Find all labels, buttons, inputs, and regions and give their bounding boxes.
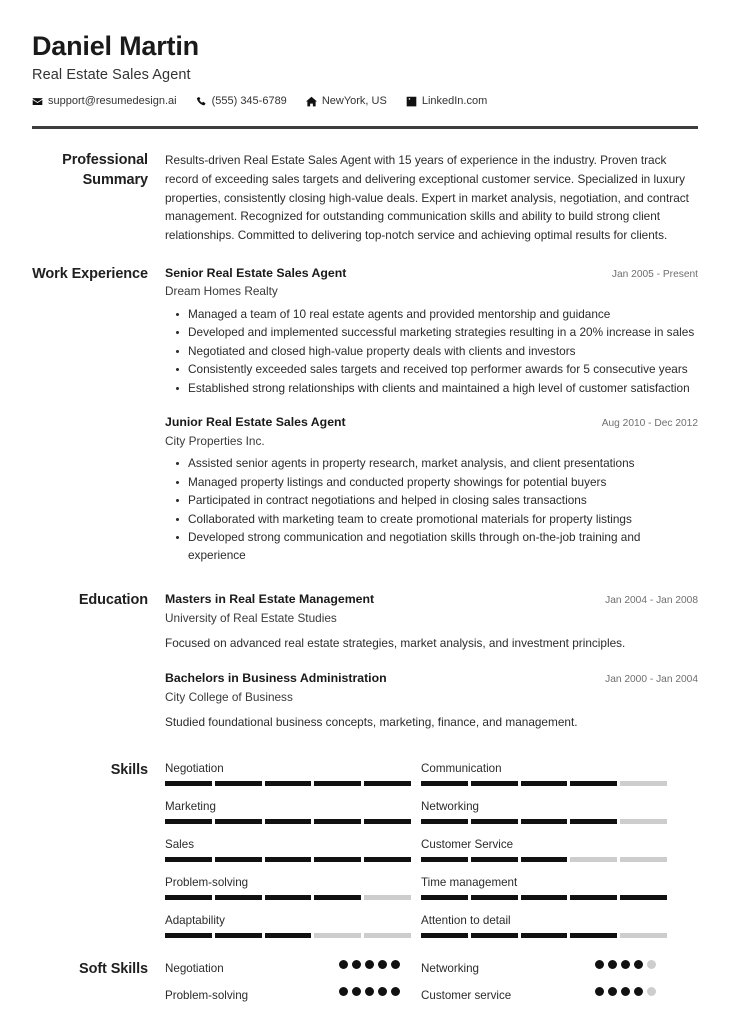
skill-level-segment <box>471 781 518 786</box>
skill-level-segment <box>521 857 568 862</box>
skill-level-segment <box>165 933 212 938</box>
work-entry-head <box>165 265 698 282</box>
skill-level-segment <box>570 895 617 900</box>
rating-dot <box>378 960 387 969</box>
skill-level-segment <box>570 781 617 786</box>
skill-level-segment <box>314 895 361 900</box>
skill-level-segment <box>521 933 568 938</box>
soft-skill-rating <box>595 987 657 996</box>
header-divider <box>32 126 698 129</box>
skill-level-segment <box>570 819 617 824</box>
skill-level-segment <box>364 857 411 862</box>
rating-dot <box>365 960 374 969</box>
skill-level-segment <box>265 781 312 786</box>
skill-name: Time management <box>421 876 518 890</box>
skill-level-segment <box>620 819 667 824</box>
list-item: Collaborated with marketing team to create promotional materials for property listings <box>188 511 698 528</box>
skill-level-segment <box>364 933 411 938</box>
skill-level-segment <box>215 819 262 824</box>
rating-dot <box>595 960 604 969</box>
skill-level-segment <box>165 895 212 900</box>
work-entry <box>165 265 698 398</box>
education-entry-title: Bachelors in Business Administration <box>165 671 387 686</box>
contact-location[interactable] <box>306 95 387 107</box>
soft-skill-name: Networking <box>421 962 479 976</box>
section-label-summary: Professional Summary <box>62 152 148 188</box>
skill-name: Communication <box>421 762 502 775</box>
skill-level-segment <box>165 857 212 862</box>
rating-dot <box>621 987 630 996</box>
work-entry-title: Junior Real Estate Sales Agent <box>165 415 346 430</box>
skill-level-segment <box>364 895 411 900</box>
skill-name: Marketing <box>165 800 216 814</box>
skill-level-bar <box>421 781 667 786</box>
skill-name: Negotiation <box>165 762 224 775</box>
skill-level-segment <box>215 857 262 862</box>
list-item: Managed property listings and conducted property showings for potential buyers <box>188 474 698 491</box>
rating-dot <box>647 960 656 969</box>
work-entry-organization: City Properties Inc. <box>165 433 265 448</box>
soft-skill-rating <box>339 987 401 996</box>
list-item: Managed a team of 10 real estate agents and provided mentorship and guidance <box>188 306 698 323</box>
rating-dot <box>391 960 400 969</box>
rating-dot <box>352 960 361 969</box>
skill-item <box>421 875 677 900</box>
skill-level-segment <box>570 933 617 938</box>
soft-skill-name: Negotiation <box>165 962 224 976</box>
section-education <box>32 591 698 734</box>
skill-level-segment <box>314 819 361 824</box>
rating-dot <box>608 960 617 969</box>
skill-name: Adaptability <box>165 914 225 928</box>
skill-level-segment <box>314 933 361 938</box>
skill-level-segment <box>364 819 411 824</box>
education-entry-description: Focused on advanced real estate strategies, market analysis, and investment principles. <box>165 636 626 651</box>
skill-item <box>165 799 421 824</box>
list-item: Established strong relationships with clients and maintained a high level of customer satisfaction <box>188 380 698 397</box>
work-entry-title: Senior Real Estate Sales Agent <box>165 265 347 280</box>
skill-level-segment <box>165 819 212 824</box>
soft-skill-item <box>421 987 677 1003</box>
skills-grid <box>165 761 677 951</box>
contact-phone[interactable] <box>196 95 287 107</box>
education-entry-description: Studied foundational business concepts, marketing, finance, and management. <box>165 715 578 730</box>
skill-level-bar <box>421 819 667 824</box>
home-icon <box>306 96 317 107</box>
skill-name: Sales <box>165 838 195 852</box>
skill-level-segment <box>471 819 518 824</box>
skill-level-bar <box>165 933 411 938</box>
skill-name: Networking <box>421 800 479 814</box>
skill-level-segment <box>265 895 312 900</box>
rating-dot <box>378 987 387 996</box>
candidate-job-title: Real Estate Sales Agent <box>32 67 191 84</box>
skill-level-bar <box>421 933 667 938</box>
list-item: Assisted senior agents in property research, market analysis, and client presentations <box>188 455 698 472</box>
work-entry-head <box>165 414 698 431</box>
rating-dot <box>621 960 630 969</box>
work-entry-organization: Dream Homes Realty <box>165 284 278 299</box>
work-entry-bullets <box>165 306 698 397</box>
phone-icon <box>196 96 207 107</box>
skill-name: Problem-solving <box>165 876 249 890</box>
section-label-education: Education <box>78 592 148 609</box>
skill-level-bar <box>165 857 411 862</box>
skill-level-bar <box>421 895 667 900</box>
skill-level-bar <box>165 781 411 786</box>
skill-item <box>165 761 421 786</box>
skill-level-segment <box>521 819 568 824</box>
soft-skills-body <box>165 960 698 1014</box>
skill-item <box>165 837 421 862</box>
list-item: Negotiated and closed high-value property deals with clients and investors <box>188 343 698 360</box>
skill-level-segment <box>620 781 667 786</box>
skill-level-segment <box>471 857 518 862</box>
skill-level-segment <box>471 933 518 938</box>
skill-item <box>421 799 677 824</box>
skill-level-segment <box>521 781 568 786</box>
education-entry-organization: University of Real Estate Studies <box>165 610 337 625</box>
work-entry-date: Jan 2005 - Present <box>611 268 698 280</box>
education-entry <box>165 670 698 732</box>
summary-body <box>165 151 698 244</box>
rating-dot <box>634 987 643 996</box>
skill-item <box>165 875 421 900</box>
skill-level-segment <box>314 857 361 862</box>
work-entry <box>165 414 698 564</box>
contact-linkedin-text: LinkedIn.com <box>421 95 488 108</box>
skill-item <box>421 761 677 786</box>
skill-level-segment <box>265 857 312 862</box>
rating-dot <box>352 987 361 996</box>
work-entry-bullets <box>165 455 698 564</box>
skill-level-segment <box>421 781 468 786</box>
rating-dot <box>608 987 617 996</box>
soft-skill-item <box>165 987 421 1003</box>
skill-level-segment <box>421 819 468 824</box>
skill-level-segment <box>421 933 468 938</box>
soft-skill-name: Customer service <box>421 989 512 1003</box>
list-item: Participated in contract negotiations and helped in closing sales transactions <box>188 492 698 509</box>
soft-skill-name: Problem-solving <box>165 989 249 1003</box>
skill-level-bar <box>421 857 667 862</box>
section-label-skills: Skills <box>110 762 148 778</box>
skill-level-segment <box>421 857 468 862</box>
summary-text: Results-driven Real Estate Sales Agent with 15 years of experience in the industry. Proven track record of exceeding sales targets and delivering exceptional customer service. Specialized in luxury properties, consistently closing high-value deals. Expert in market analysis, negotiation, and contract management. Recognized for outstanding communication skills and ability to build strong client relationships. Committed to delivering top-notch service and achieving optimal results for clients. <box>165 153 689 242</box>
skill-level-bar <box>165 895 411 900</box>
contact-phone-text: (555) 345-6789 <box>211 95 287 108</box>
soft-skill-item <box>421 960 677 976</box>
work-body <box>165 265 698 567</box>
candidate-name: Daniel Martin <box>32 31 199 61</box>
skill-level-segment <box>215 933 262 938</box>
rating-dot <box>634 960 643 969</box>
rating-dot <box>339 960 348 969</box>
contact-linkedin[interactable] <box>406 95 487 107</box>
envelope-icon <box>32 96 43 107</box>
rating-dot <box>647 987 656 996</box>
skill-item <box>165 913 421 938</box>
work-entry-date: Aug 2010 - Dec 2012 <box>601 418 698 430</box>
education-entry <box>165 591 698 653</box>
soft-skill-item <box>165 960 421 976</box>
linkedin-icon <box>406 96 417 107</box>
skill-level-bar <box>165 819 411 824</box>
skill-item <box>421 913 677 938</box>
rating-dot <box>365 987 374 996</box>
rating-dot <box>339 987 348 996</box>
skills-body <box>165 761 698 951</box>
list-item: Developed strong communication and negotiation skills through on-the-job training and experience <box>188 529 698 564</box>
section-label-work: Work Experience <box>32 265 148 282</box>
resume-header <box>32 0 698 129</box>
section-soft-skills <box>32 960 698 1014</box>
skill-level-segment <box>421 895 468 900</box>
education-body <box>165 591 698 734</box>
skill-level-segment <box>265 819 312 824</box>
education-entry-title: Masters in Real Estate Management <box>165 592 375 607</box>
rating-dot <box>595 987 604 996</box>
soft-skill-rating <box>595 960 657 969</box>
skill-level-segment <box>215 895 262 900</box>
skill-level-segment <box>521 895 568 900</box>
contact-row <box>32 95 698 107</box>
section-professional-summary <box>32 151 698 244</box>
section-label-soft-skills: Soft Skills <box>79 961 148 978</box>
skill-level-segment <box>314 781 361 786</box>
skill-level-segment <box>471 895 518 900</box>
rating-dot <box>391 987 400 996</box>
skill-level-segment <box>570 857 617 862</box>
skill-name: Customer Service <box>421 838 514 852</box>
section-work-experience <box>32 265 698 567</box>
education-entry-date: Jan 2004 - Jan 2008 <box>605 595 698 607</box>
skill-name: Attention to detail <box>421 914 511 928</box>
list-item: Developed and implemented successful marketing strategies resulting in a 20% increase in sales <box>188 324 698 341</box>
soft-skill-rating <box>339 960 401 969</box>
skill-level-segment <box>620 857 667 862</box>
skill-item <box>421 837 677 862</box>
list-item: Consistently exceeded sales targets and received top performer awards for 5 consecutive years <box>188 361 698 378</box>
contact-location-text: NewYork, US <box>321 95 387 108</box>
skill-level-segment <box>364 781 411 786</box>
education-entry-organization: City College of Business <box>165 689 293 704</box>
contact-email-text: support@resumedesign.ai <box>48 95 177 108</box>
education-entry-head <box>165 670 698 687</box>
education-entry-date: Jan 2000 - Jan 2004 <box>605 674 698 686</box>
education-entry-head <box>165 591 698 608</box>
skill-level-segment <box>165 781 212 786</box>
skill-level-segment <box>215 781 262 786</box>
soft-skills-grid <box>165 960 677 1014</box>
contact-email[interactable] <box>32 95 177 107</box>
skill-level-segment <box>620 895 667 900</box>
skill-level-segment <box>265 933 312 938</box>
section-skills <box>32 761 698 951</box>
skill-level-segment <box>620 933 667 938</box>
